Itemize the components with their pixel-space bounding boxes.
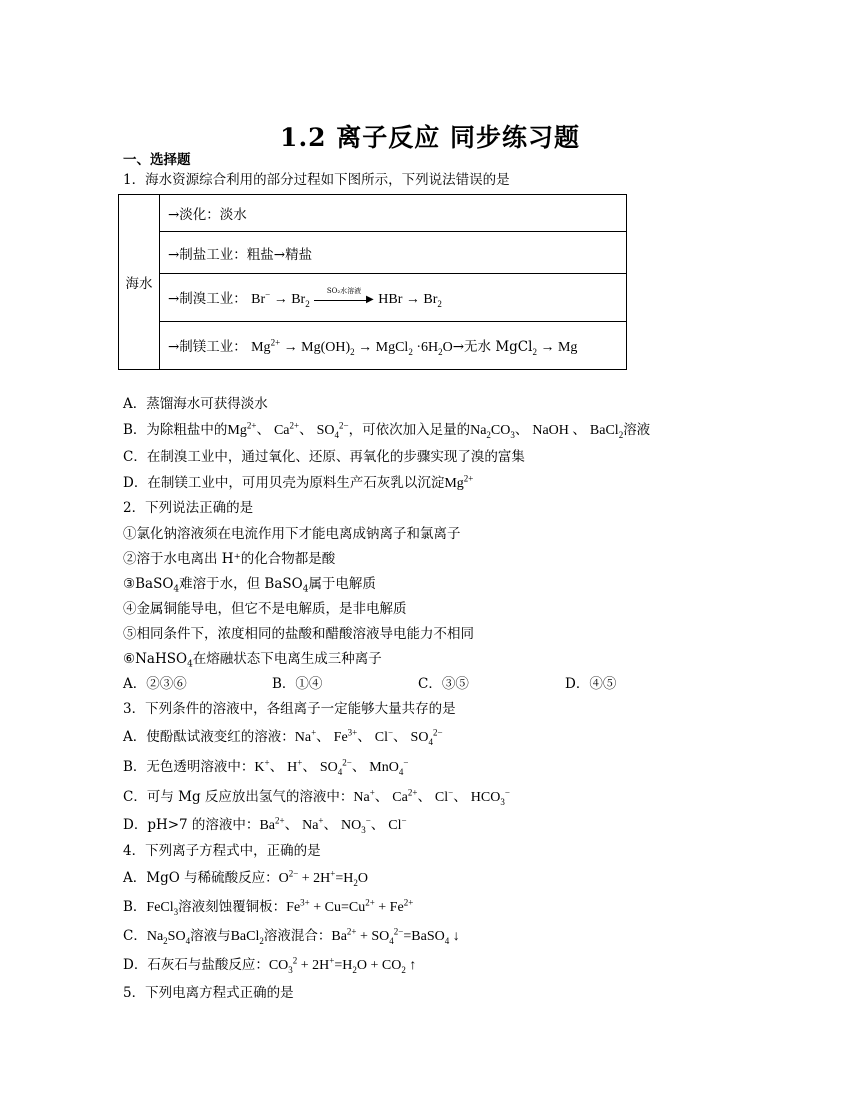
q2-statement-4: ④金属铜能导电，但它不是电解质，是非电解质 [123,601,407,617]
row-salt: →制盐工业：粗盐→精盐 [160,232,627,274]
q2-statement-2: ②溶于水电离出 H⁺的化合物都是酸 [123,551,336,567]
row-desalination: →淡化：淡水 [160,195,627,232]
q1-option-c: C．在制溴工业中，通过氧化、还原、再氧化的步骤实现了溴的富集 [123,449,525,465]
q2-option-d: D．④⑤ [565,676,617,692]
q2-option-c: C．③⑤ [418,676,469,692]
q4-option-c: C．$Na_2SO_4$溶液与BaCl$_2$溶液混合：$Ba^{2+}$ + $SO_4^{2-}=BaSO_4$ ↓ [123,926,460,946]
q4-option-b: B．FeCl$_3$溶液刻蚀覆铜板：$Fe^{3+} + Cu=Cu^{2+} + Fe^{2+}$ [123,897,414,917]
q3-option-a: A．使酚酞试液变红的溶液：Na+、 $Fe^{3+}$、 Cl−、 $SO_4^{2-}$ [123,727,443,747]
question-1-stem: 1．海水资源综合利用的部分过程如下图所示，下列说法错误的是 [123,172,510,188]
q4-option-d: D．石灰石与盐酸反应：$CO_3^2 + 2H^+=H_2O + CO_2$ ↑ [123,955,417,975]
q1-option-b: B．为除粗盐中的$Mg^{2+}$、 $Ca^{2+}$、 $SO_4^{2-}$，可依次加入足量的$Na_2CO_3$、 NaOH 、 BaCl$_2$溶液 [123,420,651,440]
q1-option-a: A．蒸馏海水可获得淡水 [123,396,268,412]
seawater-label: 海水 [119,195,160,370]
question-4-stem: 4．下列离子方程式中，正确的是 [123,843,321,859]
section-heading: 一、选择题 [123,152,191,168]
seawater-table [118,194,627,370]
q4-option-a: A．MgO 与稀硫酸反应：$O^{2-} + 2H^+=H_2O$ [123,868,369,888]
row-magnesium: →制镁工业： $Mg^{2+} \to Mg(OH)_2$ → MgCl$_2$ $\cdot 6H_2O\to$无水 MgCl$_2$ → Mg [160,322,627,370]
q2-statement-3: ③BaSO$_4$难溶于水，但 BaSO$_4$属于电解质 [123,576,376,595]
q2-option-a: A．②③⑥ [123,676,187,692]
question-3-stem: 3．下列条件的溶液中，各组离子一定能够大量共存的是 [123,701,456,717]
arrow-with-label: SO₂水溶液 ▶ [314,293,374,307]
q3-option-c: C．可与 Mg 反应放出氢气的溶液中：Na+、 $Ca^{2+}$、 Cl−、 $HCO_3^-$ [123,787,510,807]
question-5-stem: 5．下列电离方程式正确的是 [123,985,294,1001]
q1-option-d: D．在制镁工业中，可用贝壳为原料生产石灰乳以沉淀$Mg^{2+}$ [123,473,474,491]
q3-option-b: B．无色透明溶液中：K+、 H+、 $SO_4^{2-}$、 MnO$_4$− [123,757,409,777]
row-bromine: →制溴工业： $Br^- \to Br_2$ SO₂水溶液 ▶ HBr → $Br_2$ [160,274,627,322]
page-title: 1.2 离子反应 同步练习题 [280,123,580,152]
q2-statement-1: ①氯化钠溶液须在电流作用下才能电离成钠离子和氯离子 [123,526,461,542]
q3-option-d: D．pH>7 的溶液中：$Ba^{2+}$、 Na+、 $NO_3^-$、 Cl− [123,815,407,835]
q2-option-b: B．①④ [272,676,323,692]
question-2-stem: 2．下列说法正确的是 [123,500,254,516]
q2-statement-5: ⑤相同条件下，浓度相同的盐酸和醋酸溶液导电能力不相同 [123,626,474,642]
q2-statement-6: ⑥NaHSO$_4$在熔融状态下电离生成三种离子 [123,651,382,670]
